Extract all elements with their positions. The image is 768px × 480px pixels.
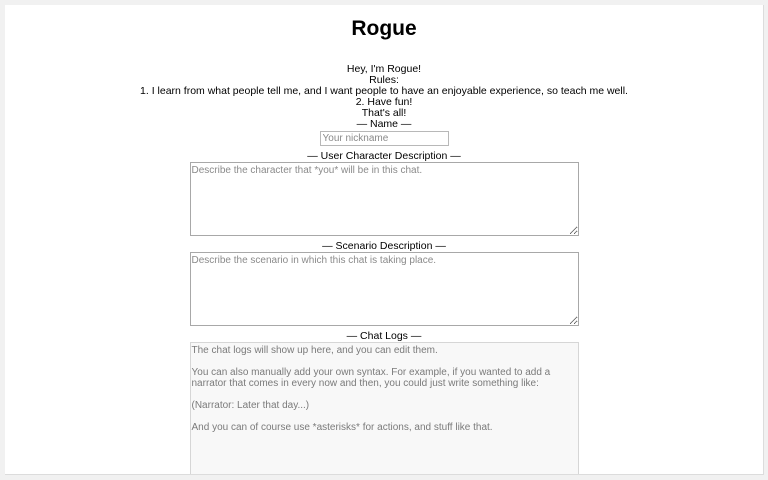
intro-rule-2: 2. Have fun! <box>355 96 413 108</box>
intro-greeting: Hey, I'm Rogue! <box>346 63 422 75</box>
page-title: Rogue <box>351 17 417 40</box>
name-label: — Name — <box>356 118 412 130</box>
chat-logs-label: — Chat Logs — <box>346 330 422 342</box>
main-content <box>5 5 763 475</box>
user-character-textarea[interactable] <box>190 162 579 236</box>
intro-rules-heading: Rules: <box>369 74 399 86</box>
page-frame <box>5 5 764 475</box>
scenario-textarea[interactable] <box>190 252 579 326</box>
intro-text <box>5 64 763 119</box>
user-character-label: — User Character Description — <box>307 150 461 162</box>
nickname-input[interactable] <box>320 131 449 146</box>
scenario-label: — Scenario Description — <box>322 240 446 252</box>
intro-closing: That's all! <box>361 107 407 119</box>
intro-rule-1: 1. I learn from what people tell me, and I want people to have an enjoyable experience, so teach me well. <box>140 85 628 97</box>
chat-logs-textarea[interactable] <box>190 342 579 475</box>
